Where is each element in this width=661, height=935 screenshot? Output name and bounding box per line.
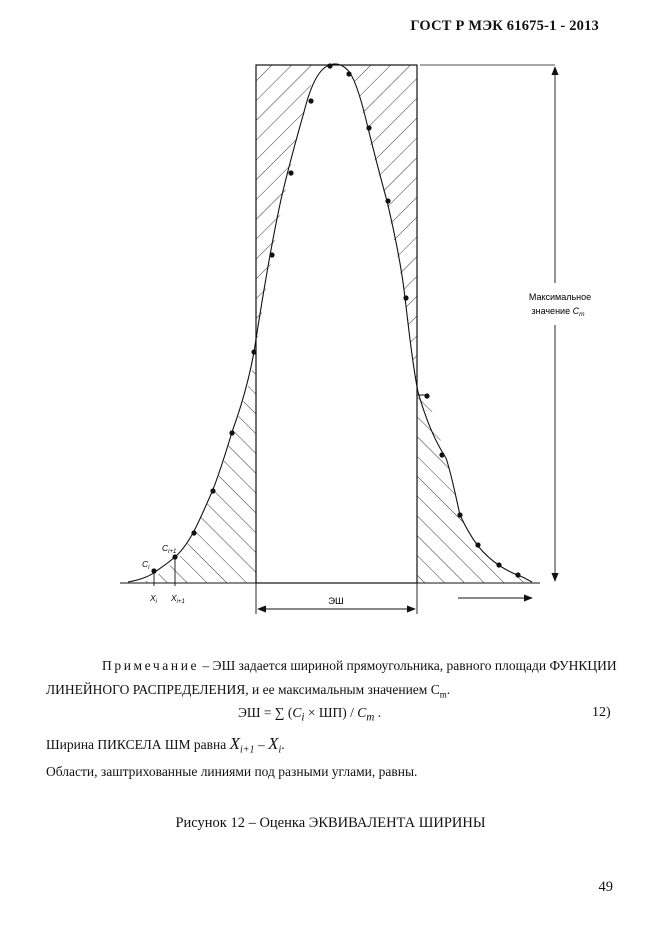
formula-cm-sub: m	[366, 711, 375, 724]
figure-caption: Рисунок 12 – Оценка ЭКВИВАЛЕНТА ШИРИНЫ	[175, 815, 486, 831]
width-end: .	[281, 737, 285, 752]
sample-point	[288, 170, 293, 175]
hatch-left-outside	[140, 352, 256, 583]
width-minus: –	[254, 737, 269, 752]
sample-point	[346, 71, 351, 76]
equation-number: 12)	[592, 705, 611, 720]
sample-point	[385, 198, 390, 203]
page-number: 49	[598, 879, 613, 895]
formula-ci: C	[292, 705, 302, 720]
sample-point	[496, 562, 501, 567]
label-max-line1: Максимальное	[528, 292, 592, 302]
width-x1-sub: i+1	[240, 744, 255, 756]
sample-point	[403, 295, 408, 300]
width-x1: X	[229, 734, 241, 753]
formula-cm: C	[357, 705, 367, 720]
formula-end: .	[374, 705, 382, 720]
sample-point	[210, 488, 215, 493]
sample-points	[151, 63, 520, 577]
sample-point	[229, 430, 234, 435]
width-x2: X	[268, 734, 279, 753]
hatch-right-inside	[350, 65, 417, 392]
label-ci: $C_i$	[142, 559, 150, 571]
areas-sentence: Области, заштрихованные линиями под разными углами, равны.	[46, 764, 418, 779]
line-spread-function-curve	[128, 64, 532, 582]
note-text: – ЭШ задается шириной прямоугольника, равного площади ФУНКЦИИ ЛИНЕЙНОГО РАСПРЕДЕЛЕНИЯ, и ее максимальным значением C	[46, 658, 617, 697]
sample-point	[327, 63, 332, 68]
label-esh: ЭШ	[328, 596, 344, 607]
esh-formula	[238, 705, 381, 724]
figure-note	[46, 654, 621, 707]
formula-times: × ШП) /	[304, 705, 358, 720]
sample-point	[308, 98, 313, 103]
formula-ci-sub: i	[301, 711, 305, 724]
width-x2-sub: i	[278, 744, 282, 756]
hatch-left-inside	[256, 65, 330, 350]
label-max-line2: значение $C_m$	[531, 306, 585, 318]
hatch-right-outside	[417, 394, 531, 583]
sample-point	[457, 512, 462, 517]
sample-point	[439, 452, 444, 457]
page-header: ГОСТ Р МЭК 61675-1 - 2013	[410, 18, 599, 34]
sample-point	[366, 125, 371, 130]
pixel-width-sentence	[46, 734, 285, 756]
sample-point	[269, 252, 274, 257]
sample-point	[475, 542, 480, 547]
sample-point	[251, 349, 256, 354]
label-xi: $X_i$	[150, 593, 158, 605]
note-end: .	[446, 682, 451, 697]
note-title: Примечание	[102, 658, 200, 673]
formula-lhs: ЭШ = ∑ (	[238, 705, 293, 720]
note-sub: m	[439, 689, 447, 700]
label-xi1: $X_{i+1}$	[171, 593, 185, 605]
sample-point	[424, 393, 429, 398]
label-ci1: $C_{i+1}$	[162, 543, 177, 555]
sample-point	[191, 530, 196, 535]
sample-point	[515, 572, 520, 577]
width-prefix: Ширина ПИКСЕЛА ШМ равна	[46, 737, 230, 752]
